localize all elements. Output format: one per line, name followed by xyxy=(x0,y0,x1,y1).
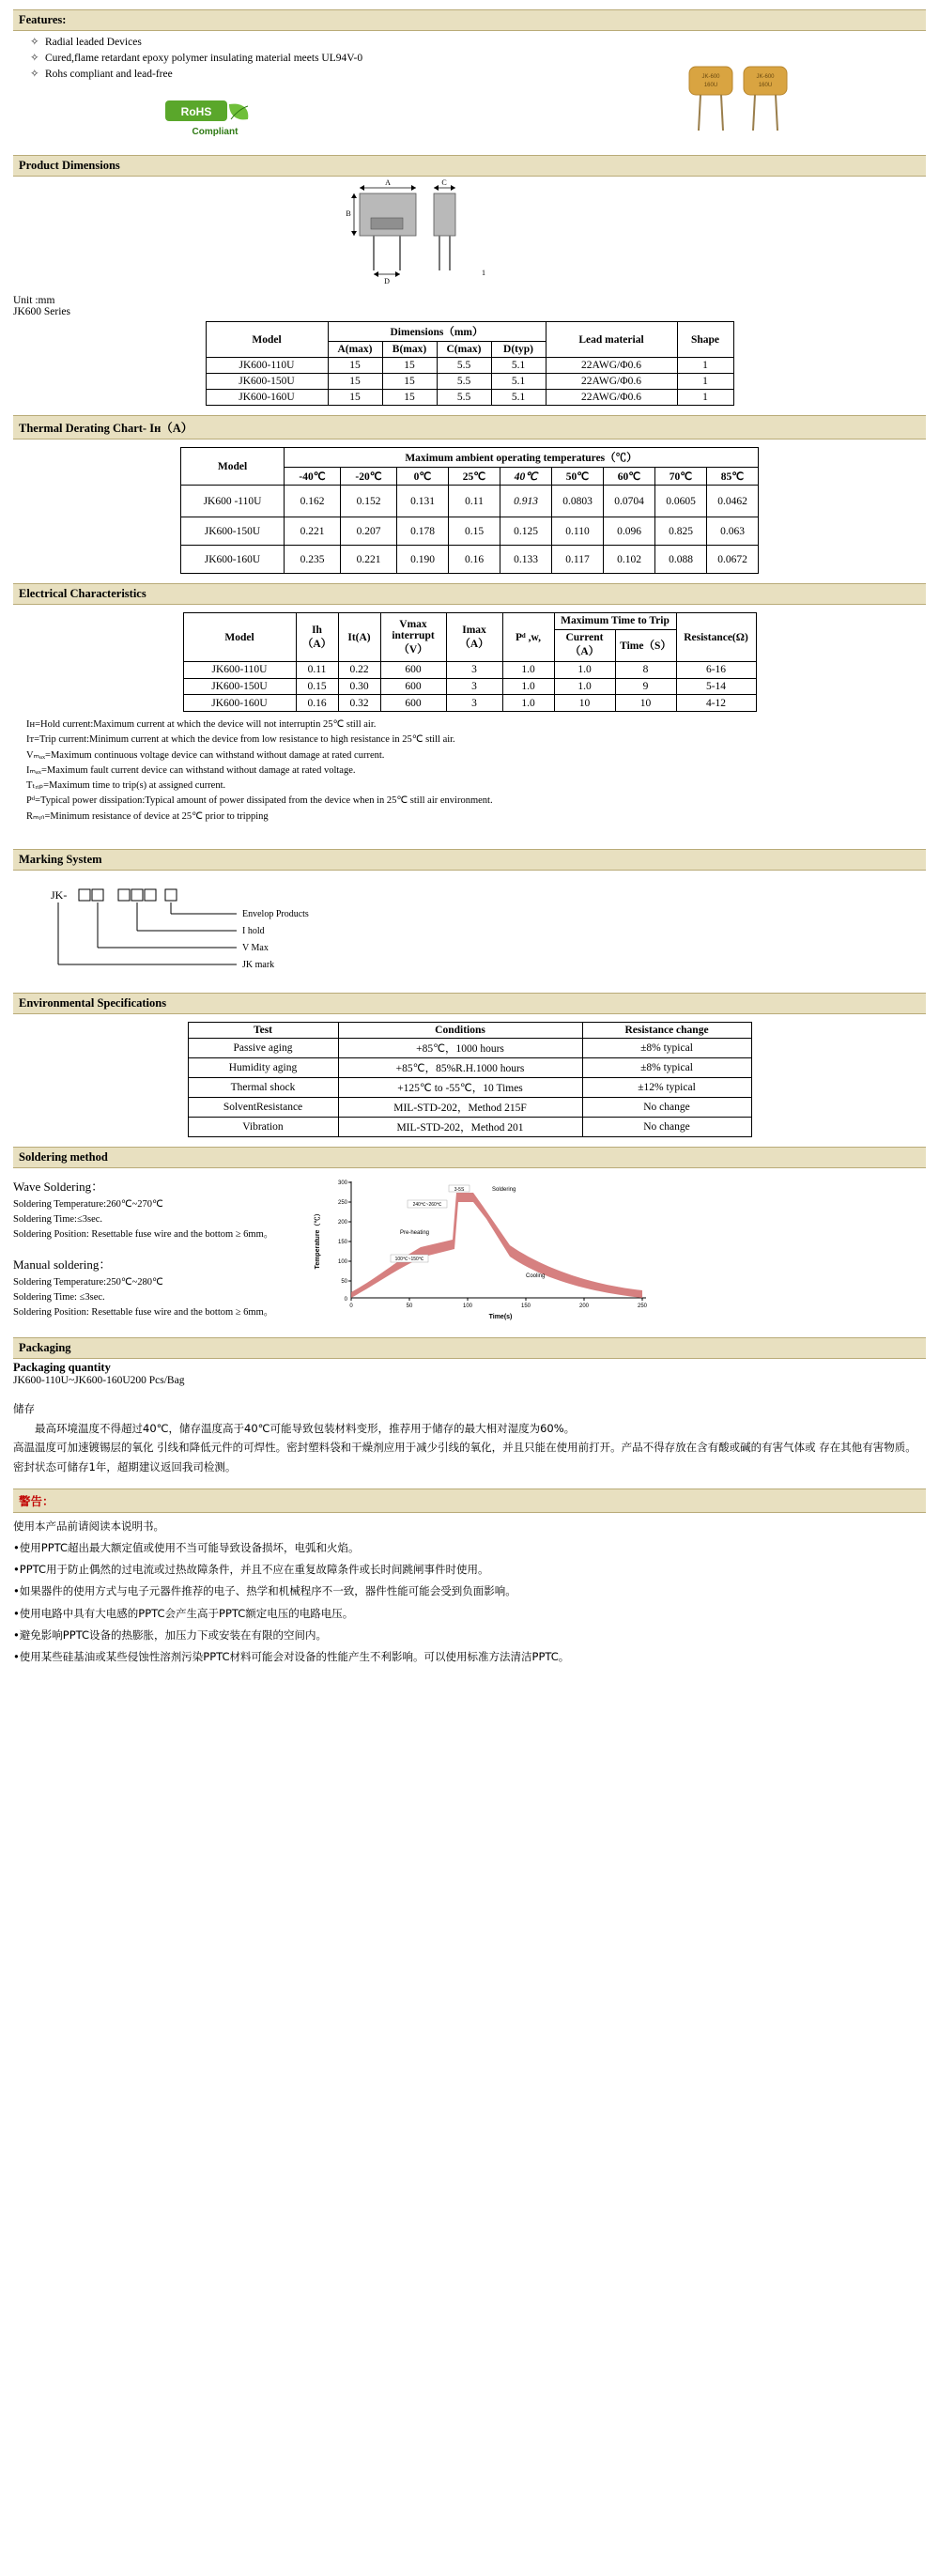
cell: 0.088 xyxy=(655,546,707,574)
cell: 22AWG/Φ0.6 xyxy=(546,374,677,390)
packaging-quantity-line: JK600-110U~JK600-160U200 Pcs/Bag xyxy=(13,1374,185,1386)
svg-text:RoHS: RoHS xyxy=(180,105,212,118)
cell-model: JK600-160U xyxy=(181,546,285,574)
cell: Vibration xyxy=(188,1117,338,1136)
cell: 1.0 xyxy=(554,662,615,679)
cell: 0.221 xyxy=(285,517,341,546)
note-line: Rₘᵢₙ=Minimum resistance of device at 25℃ prior to tripping xyxy=(26,810,269,822)
cell: Thermal shock xyxy=(188,1077,338,1097)
warning-intro: 使用本产品前请阅读本说明书。 xyxy=(13,1519,164,1533)
note-line: Vₘₐₓ=Maximum continuous voltage device can withstand without damage at rated current. xyxy=(26,749,385,761)
th-max-time-to-trip: Maximum Time to Trip xyxy=(554,613,676,630)
cell: 0.125 xyxy=(500,517,552,546)
cell-model: JK600 -110U xyxy=(181,486,285,517)
cell: JK600-160U xyxy=(183,695,296,712)
cell: 15 xyxy=(382,374,437,390)
table-row xyxy=(183,678,756,695)
cell: 0.16 xyxy=(449,546,500,574)
cell: 0.15 xyxy=(449,517,500,546)
cell: 0.0672 xyxy=(707,546,759,574)
svg-text:0: 0 xyxy=(344,1296,347,1303)
feature-text: Radial leaded Devices xyxy=(45,37,142,48)
table-row xyxy=(188,1117,751,1136)
th-temp: 25℃ xyxy=(449,468,500,486)
cell: 0.15 xyxy=(296,678,338,695)
cell: 5.5 xyxy=(437,390,491,406)
th-vmax: Vmax interrupt（V） xyxy=(380,613,446,662)
svg-text:200: 200 xyxy=(337,1219,347,1226)
thermal-derating-table xyxy=(180,447,759,574)
table-row xyxy=(206,358,733,374)
th-lead-material: Lead material xyxy=(546,322,677,358)
cell: JK600-150U xyxy=(183,678,296,695)
th-it: It(A) xyxy=(338,613,380,662)
cell: 5-14 xyxy=(676,678,756,695)
svg-text:3-5S: 3-5S xyxy=(454,1186,465,1193)
table-row xyxy=(188,1022,751,1038)
cell: 0.32 xyxy=(338,695,380,712)
cell: 1 xyxy=(677,390,733,406)
warning-item: •PPTC用于防止偶然的过电流或过热故障条件，并且不应在重复故障条件或长时间跳闸事件时使用。 xyxy=(13,1563,489,1577)
cell: 0.117 xyxy=(552,546,604,574)
th-trip-current: Current（A） xyxy=(554,629,615,661)
cell: 15 xyxy=(328,390,382,406)
storage-paragraph: 高温温度可加速镀锡层的氧化 引线和降低元件的可焊性。密封塑料袋和干燥剂应用于减少引线的氧化，并且只能在使用前打开。产品不得存放在含有酸或碱的有害气体或 存在其他有害物质。密封状态可储存1年，超期建议返回我司检测。 xyxy=(13,1441,916,1473)
series-label: JK600 Series xyxy=(13,306,71,317)
packaging-quantity-title: Packaging quantity xyxy=(13,1360,111,1374)
th-imax: Imax（A） xyxy=(446,613,502,662)
storage-heading: 储存 xyxy=(13,1401,35,1415)
th-temp: -40℃ xyxy=(285,468,341,486)
cell: 0.30 xyxy=(338,678,380,695)
th-dimensions: Dimensions（mm） xyxy=(328,322,546,342)
cell: 3 xyxy=(446,695,502,712)
feature-text: Rohs compliant and lead-free xyxy=(45,69,173,80)
note-line: Tₜᵣᵢₚ=Maximum time to trip(s) at assigned current. xyxy=(26,780,226,792)
th-temp: -20℃ xyxy=(341,468,397,486)
svg-text:200: 200 xyxy=(578,1303,590,1309)
cell: 600 xyxy=(380,662,446,679)
manual-soldering-heading: Manual soldering： xyxy=(13,1257,112,1272)
cell: 6-16 xyxy=(676,662,756,679)
cell: 4-12 xyxy=(676,695,756,712)
cell: 0.190 xyxy=(397,546,449,574)
wave-line: Soldering Time:≤3sec. xyxy=(13,1214,103,1226)
cell: 1 xyxy=(677,358,733,374)
note-line: Iʜ=Hold current:Maximum current at which the device will not interruptin 25℃ still air. xyxy=(26,719,377,730)
svg-text:100: 100 xyxy=(337,1258,347,1265)
cell: 0.110 xyxy=(552,517,604,546)
cell: 0.22 xyxy=(338,662,380,679)
cell: 3 xyxy=(446,662,502,679)
th-max-ambient: Maximum ambient operating temperatures（℃） xyxy=(285,448,759,468)
svg-text:100: 100 xyxy=(462,1303,473,1309)
table-row xyxy=(206,322,733,342)
dimensions-table xyxy=(206,321,734,406)
rohs-badge xyxy=(163,99,267,142)
svg-text:JK-600: JK-600 xyxy=(701,74,720,80)
th-resistance: Resistance(Ω) xyxy=(676,613,756,662)
table-row xyxy=(181,486,759,517)
th-test: Test xyxy=(188,1022,338,1038)
marking-system-diagram xyxy=(13,880,926,983)
cell: SolventResistance xyxy=(188,1097,338,1117)
cell: 1.0 xyxy=(554,678,615,695)
th-temp: 70℃ xyxy=(655,468,707,486)
warning-item: •使用电路中具有大电感的PPTC会产生高于PPTC额定电压的电路电压。 xyxy=(13,1606,354,1620)
svg-text:250: 250 xyxy=(637,1303,648,1309)
cell: ±12% typical xyxy=(582,1077,751,1097)
th-model: Model xyxy=(181,448,285,486)
cell: 0.11 xyxy=(296,662,338,679)
cell: 0.133 xyxy=(500,546,552,574)
table-row xyxy=(188,1097,751,1117)
th-temp: 40℃ xyxy=(500,468,552,486)
cell: +85℃，1000 hours xyxy=(338,1038,582,1057)
table-row xyxy=(188,1077,751,1097)
cell: +85℃，85%R.H.1000 hours xyxy=(338,1057,582,1077)
table-row xyxy=(181,448,759,468)
cell: 0.0803 xyxy=(552,486,604,517)
svg-text:Soldering: Soldering xyxy=(492,1186,516,1193)
list-item xyxy=(30,35,926,48)
cell: 0.0462 xyxy=(707,486,759,517)
svg-text:JK mark: JK mark xyxy=(242,959,275,970)
electrical-heading: Electrical Characteristics xyxy=(13,583,926,605)
cell: Humidity aging xyxy=(188,1057,338,1077)
electrical-notes xyxy=(26,717,926,825)
table-row xyxy=(206,390,733,406)
cell: No change xyxy=(582,1097,751,1117)
svg-text:100℃~150℃: 100℃~150℃ xyxy=(394,1256,424,1262)
svg-text:50: 50 xyxy=(341,1278,347,1285)
svg-text:1: 1 xyxy=(482,269,485,277)
product-dimensions-heading: Product Dimensions xyxy=(13,155,926,177)
diamond-bullet-icon: ✧ xyxy=(30,37,39,48)
cell: MIL-STD-202，Method 215F xyxy=(338,1097,582,1117)
th-c-max: C(max) xyxy=(437,342,491,358)
svg-text:250: 250 xyxy=(337,1199,347,1206)
cell: 9 xyxy=(615,678,676,695)
table-row xyxy=(181,546,759,574)
product-photo xyxy=(682,63,804,142)
cell: 5.5 xyxy=(437,374,491,390)
cell: 0.221 xyxy=(341,546,397,574)
unit-label: Unit :mm xyxy=(13,295,55,306)
cell: JK600-160U xyxy=(206,390,328,406)
cell: 0.913 xyxy=(500,486,552,517)
th-pd: Pᵈ ,w, xyxy=(502,613,554,662)
soldering-heading: Soldering method xyxy=(13,1147,926,1168)
manual-line: Soldering Position: Resettable fuse wire and the bottom ≥ 6mm。 xyxy=(13,1306,274,1318)
manual-line: Soldering Time: ≤3sec. xyxy=(13,1291,105,1303)
cell: ±8% typical xyxy=(582,1038,751,1057)
diamond-bullet-icon: ✧ xyxy=(30,69,39,80)
diamond-bullet-icon: ✧ xyxy=(30,53,39,64)
svg-text:150: 150 xyxy=(520,1303,531,1309)
cell: 3 xyxy=(446,678,502,695)
manual-line: Soldering Temperature:250℃~280℃ xyxy=(13,1277,163,1288)
soldering-text xyxy=(13,1174,295,1328)
cell: 1.0 xyxy=(502,678,554,695)
cell: 0.0704 xyxy=(604,486,655,517)
cell: JK600-150U xyxy=(206,374,328,390)
features-heading: Features: xyxy=(13,9,926,31)
cell: JK600-110U xyxy=(183,662,296,679)
cell: 0.131 xyxy=(397,486,449,517)
cell: 5.1 xyxy=(491,374,546,390)
svg-text:JK-: JK- xyxy=(51,887,68,902)
cell: 15 xyxy=(382,358,437,374)
cell: 1.0 xyxy=(502,662,554,679)
wave-soldering-heading: Wave Soldering： xyxy=(13,1179,104,1194)
svg-text:0: 0 xyxy=(349,1303,353,1309)
cell: 5.1 xyxy=(491,390,546,406)
th-shape: Shape xyxy=(677,322,733,358)
th-b-max: B(max) xyxy=(382,342,437,358)
cell: 0.235 xyxy=(285,546,341,574)
cell: 0.162 xyxy=(285,486,341,517)
svg-text:160U: 160U xyxy=(703,83,718,88)
packaging-heading: Packaging xyxy=(13,1337,926,1359)
datasheet-page xyxy=(0,9,939,1697)
wave-line: Soldering Position: Resettable fuse wire and the bottom ≥ 6mm。 xyxy=(13,1228,274,1240)
cell: No change xyxy=(582,1117,751,1136)
th-temp: 85℃ xyxy=(707,468,759,486)
warning-heading: 警告： xyxy=(13,1489,926,1513)
marking-heading: Marking System xyxy=(13,849,926,871)
svg-text:V Max: V Max xyxy=(242,942,269,953)
svg-text:Temperature（℃）: Temperature（℃） xyxy=(315,1210,321,1270)
table-row xyxy=(206,374,733,390)
note-line: Iᴛ=Trip current:Minimum current at which the device from low resistance to high resistance in 25℃ still air. xyxy=(26,734,455,746)
th-d-typ: D(typ) xyxy=(491,342,546,358)
cell-model: JK600-150U xyxy=(181,517,285,546)
warning-item: •使用PPTC超出最大额定值或使用不当可能导致设备损坏，电弧和火焰。 xyxy=(13,1540,360,1554)
soldering-section xyxy=(13,1174,926,1328)
svg-text:JK-600: JK-600 xyxy=(756,74,775,80)
reflow-profile-chart xyxy=(308,1174,665,1328)
thermal-heading: Thermal Derating Chart- Iʜ（A） xyxy=(13,415,926,440)
features-section xyxy=(13,35,926,146)
feature-text: Cured,flame retardant epoxy polymer insulating material meets UL94V-0 xyxy=(45,53,363,64)
svg-text:D: D xyxy=(384,277,390,285)
th-a-max: A(max) xyxy=(328,342,382,358)
wave-line: Soldering Temperature:260℃~270℃ xyxy=(13,1199,163,1211)
cell: 15 xyxy=(328,358,382,374)
cell: Passive aging xyxy=(188,1038,338,1057)
cell: 10 xyxy=(554,695,615,712)
svg-text:240℃~260℃: 240℃~260℃ xyxy=(412,1201,442,1208)
cell: 1 xyxy=(677,374,733,390)
cell: 0.11 xyxy=(449,486,500,517)
cell: 5.5 xyxy=(437,358,491,374)
svg-text:B: B xyxy=(346,209,351,218)
storage-paragraph: 最高环境温度不得超过40℃，储存温度高于40℃可能导致包装材料变形，推荐用于储存的最大相对湿度为60%。 xyxy=(35,1421,576,1435)
th-trip-time: Time（S） xyxy=(615,629,676,661)
warning-item: •如果器件的使用方式与电子元器件推荐的电子、热学和机械程序不一致，器件性能可能会受到负面影响。 xyxy=(13,1584,516,1598)
cell: 1.0 xyxy=(502,695,554,712)
th-temp: 60℃ xyxy=(604,468,655,486)
cell: 0.0605 xyxy=(655,486,707,517)
th-resistance-change: Resistance change xyxy=(582,1022,751,1038)
svg-text:A: A xyxy=(385,178,391,187)
list-item xyxy=(30,51,926,64)
table-row xyxy=(183,613,756,630)
cell: 5.1 xyxy=(491,358,546,374)
cell: 0.063 xyxy=(707,517,759,546)
cell: +125℃ to -55℃，10 Times xyxy=(338,1077,582,1097)
warning-item: •使用某些硅基油或某些侵蚀性溶剂污染PPTC材料可能会对设备的性能产生不利影响。可以使用标准方法清洁PPTC。 xyxy=(13,1650,570,1664)
warning-item: •避免影响PPTC设备的热膨胀，加压力下或安装在有限的空间内。 xyxy=(13,1627,328,1642)
cell: 0.152 xyxy=(341,486,397,517)
svg-text:Time(s): Time(s) xyxy=(488,1313,513,1320)
cell: 10 xyxy=(615,695,676,712)
svg-text:Envelop Products: Envelop Products xyxy=(242,908,309,919)
svg-text:Pre-heating: Pre-heating xyxy=(400,1229,430,1236)
note-line: Pᵈ=Typical power dissipation:Typical amount of power dissipated from the device when in 25℃ still air environment. xyxy=(26,795,493,807)
cell: 8 xyxy=(615,662,676,679)
cell: 0.178 xyxy=(397,517,449,546)
table-row xyxy=(183,695,756,712)
cell: 22AWG/Φ0.6 xyxy=(546,358,677,374)
electrical-characteristics-table xyxy=(183,612,757,712)
svg-text:50: 50 xyxy=(406,1303,413,1309)
cell: 22AWG/Φ0.6 xyxy=(546,390,677,406)
th-ih: Ih（A） xyxy=(296,613,338,662)
environmental-specs-table xyxy=(188,1022,752,1137)
cell: 0.207 xyxy=(341,517,397,546)
cell: 0.096 xyxy=(604,517,655,546)
svg-text:Compliant: Compliant xyxy=(192,127,239,137)
table-row xyxy=(188,1057,751,1077)
cell: MIL-STD-202，Method 201 xyxy=(338,1117,582,1136)
svg-text:Cooling: Cooling xyxy=(526,1273,546,1279)
th-model: Model xyxy=(183,613,296,662)
th-temp: 50℃ xyxy=(552,468,604,486)
table-row xyxy=(183,662,756,679)
svg-text:150: 150 xyxy=(337,1239,347,1245)
cell: 600 xyxy=(380,695,446,712)
cell: 0.16 xyxy=(296,695,338,712)
cell: 0.102 xyxy=(604,546,655,574)
svg-text:160U: 160U xyxy=(758,83,773,88)
dimension-drawing xyxy=(13,177,926,289)
cell: 15 xyxy=(328,374,382,390)
th-conditions: Conditions xyxy=(338,1022,582,1038)
th-temp: 0℃ xyxy=(397,468,449,486)
cell: ±8% typical xyxy=(582,1057,751,1077)
cell: 0.825 xyxy=(655,517,707,546)
table-row xyxy=(181,517,759,546)
note-line: Iₘₐₓ=Maximum fault current device can withstand without damage at rated voltage. xyxy=(26,764,356,776)
svg-text:300: 300 xyxy=(337,1180,347,1186)
cell: JK600-110U xyxy=(206,358,328,374)
cell: 600 xyxy=(380,678,446,695)
cell: 15 xyxy=(382,390,437,406)
warning-body xyxy=(13,1517,926,1668)
svg-text:I hold: I hold xyxy=(242,925,265,936)
svg-text:C: C xyxy=(441,178,447,187)
environmental-heading: Environmental Specifications xyxy=(13,993,926,1014)
th-model: Model xyxy=(206,322,328,358)
table-row xyxy=(188,1038,751,1057)
